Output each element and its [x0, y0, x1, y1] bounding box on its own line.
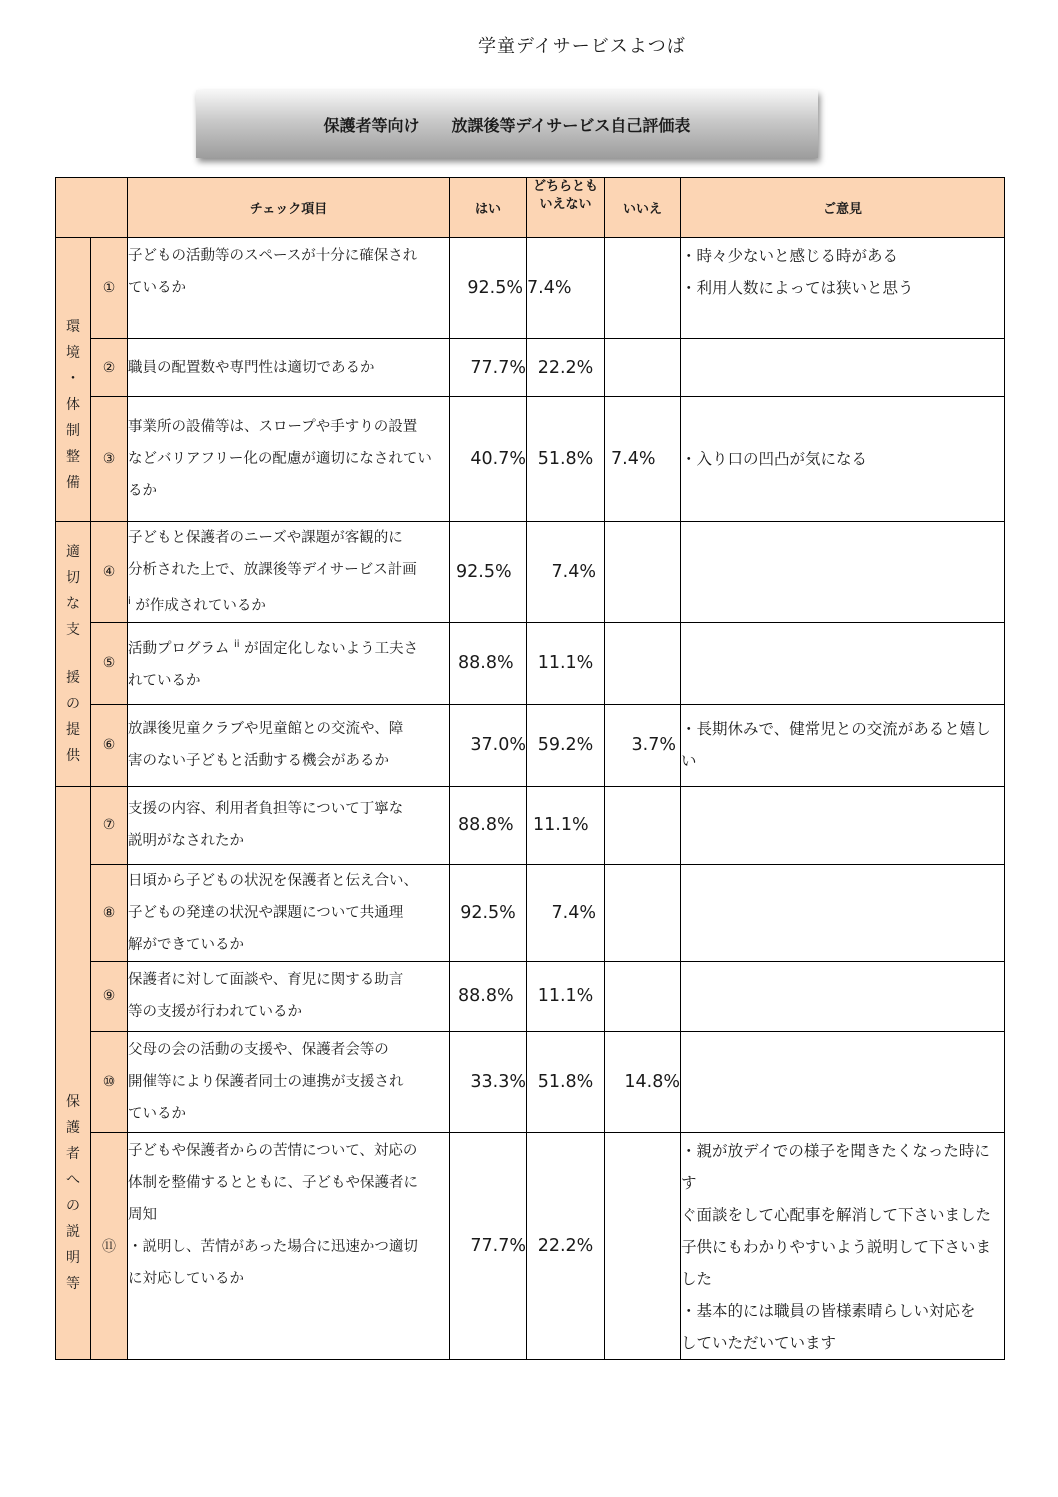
no-percent: [605, 622, 681, 704]
row-number: ①: [91, 238, 128, 339]
table-row: [56, 1132, 1005, 1359]
row-number: ⑪: [91, 1132, 128, 1359]
check-item: 保護者に対して面談や、育児に関する助言 等の支援が行われているか: [128, 961, 450, 1031]
neutral-percent: 7.4%: [527, 238, 605, 339]
check-item: 職員の配置数や専門性は適切であるか: [128, 339, 450, 397]
table-row: [56, 786, 1005, 864]
no-percent: [605, 339, 681, 397]
neutral-percent: 11.1%: [527, 786, 605, 864]
page-title: 保護者等向け 放課後等デイサービス自己評価表: [196, 90, 818, 158]
row-number: ⑦: [91, 786, 128, 864]
yes-percent: 77.7%: [450, 339, 527, 397]
row-number: ④: [91, 522, 128, 623]
footnote-marker: i: [128, 596, 131, 607]
header-no: いいえ: [605, 178, 681, 238]
table-row: [56, 238, 1005, 339]
table-row: [56, 397, 1005, 522]
check-item: 子どもの活動等のスペースが十分に確保され ているか: [128, 238, 450, 339]
check-item: 子どもや保護者からの苦情について、対応の 体制を整備するとともに、子どもや保護者に 周知 ・説明し、苦情があった場合に迅速かつ適切 に対応しているか: [128, 1132, 450, 1359]
row-number: ②: [91, 339, 128, 397]
check-item: 父母の会の活動の支援や、保護者会等の 開催等により保護者同士の連携が支援され ているか: [128, 1031, 450, 1132]
row-number: ⑨: [91, 961, 128, 1031]
footnote-marker: ii: [233, 639, 240, 651]
neutral-percent: 7.4%: [527, 864, 605, 961]
table-row: [56, 339, 1005, 397]
comments-cell: [681, 1031, 1005, 1132]
neutral-percent: 22.2%: [527, 339, 605, 397]
organization-name: 学童デイサービスよつば: [478, 36, 686, 57]
comments-cell: [681, 864, 1005, 961]
check-item: 放課後児童クラブや児童館との交流や、障 害のない子どもと活動する機会があるか: [128, 704, 450, 786]
row-number: ③: [91, 397, 128, 522]
table-row: [56, 704, 1005, 786]
yes-percent: 40.7%: [450, 397, 527, 522]
check-item: 子どもと保護者のニーズや課題が客観的に 分析された上で、放課後等デイサービス計画 $^i$ が作成されているか: [128, 522, 450, 623]
table-row: [56, 961, 1005, 1031]
table-row: [56, 622, 1005, 704]
no-percent: [605, 786, 681, 864]
header-comments: ご意見: [681, 178, 1005, 238]
comments-cell: [681, 339, 1005, 397]
comments-cell: ・入り口の凹凸が気になる: [681, 397, 1005, 522]
neutral-percent: 11.1%: [527, 622, 605, 704]
table-row: [56, 522, 1005, 623]
comments-cell: ・時々少ないと感じる時がある ・利用人数によっては狭いと思う: [681, 238, 1005, 339]
yes-percent: 92.5%: [450, 238, 527, 339]
no-percent: [605, 864, 681, 961]
table-row: [56, 864, 1005, 961]
comments-cell: ・長期休みで、健常児との交流があると嬉し い: [681, 704, 1005, 786]
no-percent: [605, 1132, 681, 1359]
row-number: ⑥: [91, 704, 128, 786]
check-item: 支援の内容、利用者負担等について丁寧な 説明がなされたか: [128, 786, 450, 864]
comments-cell: [681, 786, 1005, 864]
no-percent: [605, 238, 681, 339]
yes-percent: 88.8%: [450, 961, 527, 1031]
no-percent: 14.8%: [605, 1031, 681, 1132]
header-neutral: どちらともいえない: [527, 178, 605, 238]
yes-percent: 33.3%: [450, 1031, 527, 1132]
yes-percent: 77.7%: [450, 1132, 527, 1359]
neutral-percent: 11.1%: [527, 961, 605, 1031]
comments-cell: [681, 522, 1005, 623]
check-item: 事業所の設備等は、スロープや手すりの設置 などバリアフリー化の配慮が適切になされてい るか: [128, 397, 450, 522]
yes-percent: 88.8%: [450, 786, 527, 864]
neutral-percent: 7.4%: [527, 522, 605, 623]
category-environment: 環 境 ・ 体 制 整 備: [56, 238, 91, 522]
table-row: [56, 1031, 1005, 1132]
evaluation-table: [55, 177, 1005, 1360]
no-percent: 7.4%: [605, 397, 681, 522]
neutral-percent: 51.8%: [527, 397, 605, 522]
check-item: 日頃から子どもの状況を保護者と伝え合い、 子どもの発達の状況や課題について共通理 解ができているか: [128, 864, 450, 961]
row-number: ⑤: [91, 622, 128, 704]
table-header-row: [56, 178, 1005, 238]
check-item: 活動プログラム $^{ii}$ が固定化しないよう工夫さ れているか: [128, 622, 450, 704]
neutral-percent: 59.2%: [527, 704, 605, 786]
neutral-percent: 51.8%: [527, 1031, 605, 1132]
header-yes: はい: [450, 178, 527, 238]
category-support: 適 切 な 支 援 の 提 供: [56, 522, 91, 787]
header-check-item: チェック項目: [128, 178, 450, 238]
header-category-blank: [56, 178, 128, 238]
no-percent: [605, 961, 681, 1031]
yes-percent: 37.0%: [450, 704, 527, 786]
category-explanation: 保 護 者 へ の 説 明 等: [56, 786, 91, 1359]
comments-cell: [681, 622, 1005, 704]
row-number: ⑧: [91, 864, 128, 961]
no-percent: [605, 522, 681, 623]
row-number: ⑩: [91, 1031, 128, 1132]
neutral-percent: 22.2%: [527, 1132, 605, 1359]
yes-percent: 88.8%: [450, 622, 527, 704]
yes-percent: 92.5%: [450, 864, 527, 961]
comments-cell: [681, 961, 1005, 1031]
yes-percent: 92.5%: [450, 522, 527, 623]
comments-cell: ・親が放デイでの様子を聞きたくなった時にす ぐ面談をして心配事を解消して下さいました 子供にもわかりやすいよう説明して下さいま した ・基本的には職員の皆様素晴らしい対応を していただいています: [681, 1132, 1005, 1359]
no-percent: 3.7%: [605, 704, 681, 786]
